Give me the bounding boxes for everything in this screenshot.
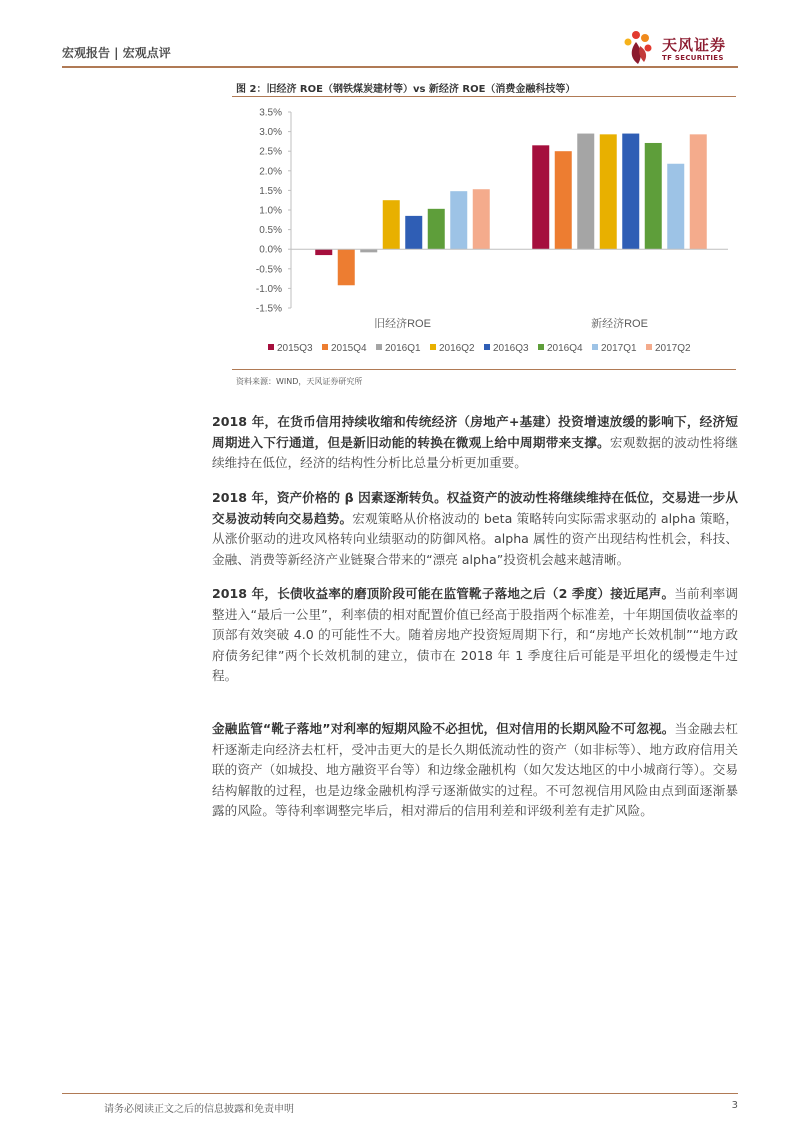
paragraph-2-text: 宏观策略从价格波动的 beta 策略转向实际需求驱动的 alpha 策略，从涨价驱动的进攻风格转向业绩驱动的防御风格。alpha 属性的资产出现结构性机会，科技、金融、消费等新经济产业链聚合带来的“漂亮 alpha”投资机会越来越清晰。	[212, 510, 739, 567]
logo-subtext: TF SECURITIES	[662, 54, 724, 62]
x-category-label: 旧经济ROE	[374, 318, 431, 330]
legend-label: 2015Q3	[277, 343, 313, 354]
legend-label: 2016Q3	[493, 343, 529, 354]
legend-swatch	[538, 344, 544, 350]
legend-swatch	[430, 344, 436, 350]
legend-swatch	[268, 344, 274, 350]
y-tick-label: -1.0%	[255, 283, 282, 295]
bar-2016q3	[622, 134, 639, 250]
bar-2016q2	[383, 200, 400, 249]
paragraph-4	[212, 719, 738, 822]
bar-2017q2	[690, 134, 707, 249]
legend-label: 2016Q4	[547, 343, 583, 354]
logo-text: 天风证券	[662, 36, 727, 54]
figure-title: 图 2：旧经济 ROE（钢铁煤炭建材等）vs 新经济 ROE（消费金融科技等）	[236, 84, 576, 95]
y-tick-label: 3.5%	[259, 107, 282, 119]
logo-flower-icon	[620, 28, 660, 68]
header-divider	[62, 66, 738, 68]
paragraph-2	[212, 488, 738, 570]
y-tick-label: 2.0%	[259, 166, 282, 178]
bar-2016q1	[577, 134, 594, 250]
bar-2016q3	[405, 216, 422, 249]
bar-2015q4	[338, 249, 355, 285]
paragraph-3	[212, 584, 738, 687]
figure-bottom-rule	[232, 369, 736, 370]
y-tick-label: 1.5%	[259, 185, 282, 197]
y-tick-label: -0.5%	[255, 264, 282, 276]
legend-label: 2017Q1	[601, 343, 637, 354]
legend-label: 2016Q2	[439, 343, 475, 354]
legend-label: 2015Q4	[331, 343, 367, 354]
bar-2015q3	[532, 145, 549, 249]
bar-2016q4	[428, 209, 445, 249]
bar-2017q1	[450, 191, 467, 249]
paragraph-3-text: 当前利率调整进入“最后一公里”，利率债的相对配置价值已经高于股指两个标准差，十年期国债收益率的顶部有效突破 4.0 的可能性不大。随着房地产投资短周期下行，和“房地产长效机制”“地方政府债务纪律”两个长效机制的建立，债市在 2018 年 1 季度往后可能是平坦化的缓慢走牛过程。	[212, 586, 739, 683]
footer-divider	[62, 1093, 738, 1094]
bar-2017q2	[473, 189, 490, 249]
paragraph-2-bold: 2018 年，资产价格的 β 因素逐渐转负。权益资产的波动性将继续维持在低位，交易进一步从交易波动转向交易趋势。	[212, 490, 738, 526]
y-tick-label: 0.5%	[259, 225, 282, 237]
paragraph-1	[212, 412, 738, 474]
x-category-label: 新经济ROE	[591, 318, 648, 330]
legend-swatch	[592, 344, 598, 350]
paragraph-1-text: 宏观数据的波动性将继续维持在低位，经济的结构性分析比总量分析更加重要。	[212, 434, 739, 470]
paragraph-3-bold: 2018 年，长债收益率的磨顶阶段可能在监管靴子落地之后（2 季度）接近尾声。	[212, 586, 675, 601]
paragraph-4-bold: 金融监管“靴子落地”对利率的短期风险不必担忧，但对信用的长期风险不可忽视。	[212, 721, 675, 736]
legend-swatch	[646, 344, 652, 350]
legend-swatch	[484, 344, 490, 350]
bar-2017q1	[667, 164, 684, 249]
bar-2016q4	[645, 143, 662, 249]
figure-top-rule	[232, 96, 736, 97]
y-tick-label: 0.0%	[259, 244, 282, 256]
y-tick-label: 1.0%	[259, 205, 282, 217]
legend-label: 2017Q2	[655, 343, 691, 354]
legend-label: 2016Q1	[385, 343, 421, 354]
paragraph-1-bold: 2018 年，在货币信用持续收缩和传统经济（房地产+基建）投资增速放缓的影响下，经济短周期进入下行通道，但是新旧动能的转换在微观上给中周期带来支撑。	[212, 414, 738, 450]
y-tick-label: 2.5%	[259, 146, 282, 158]
bar-2015q3	[315, 249, 332, 255]
y-tick-label: 3.0%	[259, 127, 282, 139]
page-number: 3	[731, 1100, 738, 1111]
bar-2016q2	[600, 134, 617, 249]
page-header	[62, 0, 738, 72]
paragraph-4-text: 当金融去杠杆逐渐走向经济去杠杆，受冲击更大的是长久期低流动性的资产（如非标等）、地方政府信用关联的资产（如城投、地方融资平台等）和边缘金融机构（如欠发达地区的中小城商行等）。交易结构解散的过程，也是边缘金融机构浮亏逐渐做实的过程。不可忽视信用风险由点到面逐渐暴露的风险。等待利率调整完毕后，相对滞后的信用利差和评级利差有走扩风险。	[212, 721, 738, 818]
y-tick-label: -1.5%	[255, 303, 282, 315]
company-logo	[620, 28, 738, 68]
report-category: 宏观报告 | 宏观点评	[62, 46, 171, 60]
footer-disclaimer: 请务必阅读正文之后的信息披露和免责申明	[104, 1104, 294, 1115]
roe-bar-chart	[232, 100, 736, 366]
legend-swatch	[322, 344, 328, 350]
bar-2015q4	[555, 151, 572, 249]
legend-swatch	[376, 344, 382, 350]
figure-source: 资料来源：WIND，天风证券研究所	[236, 377, 363, 386]
